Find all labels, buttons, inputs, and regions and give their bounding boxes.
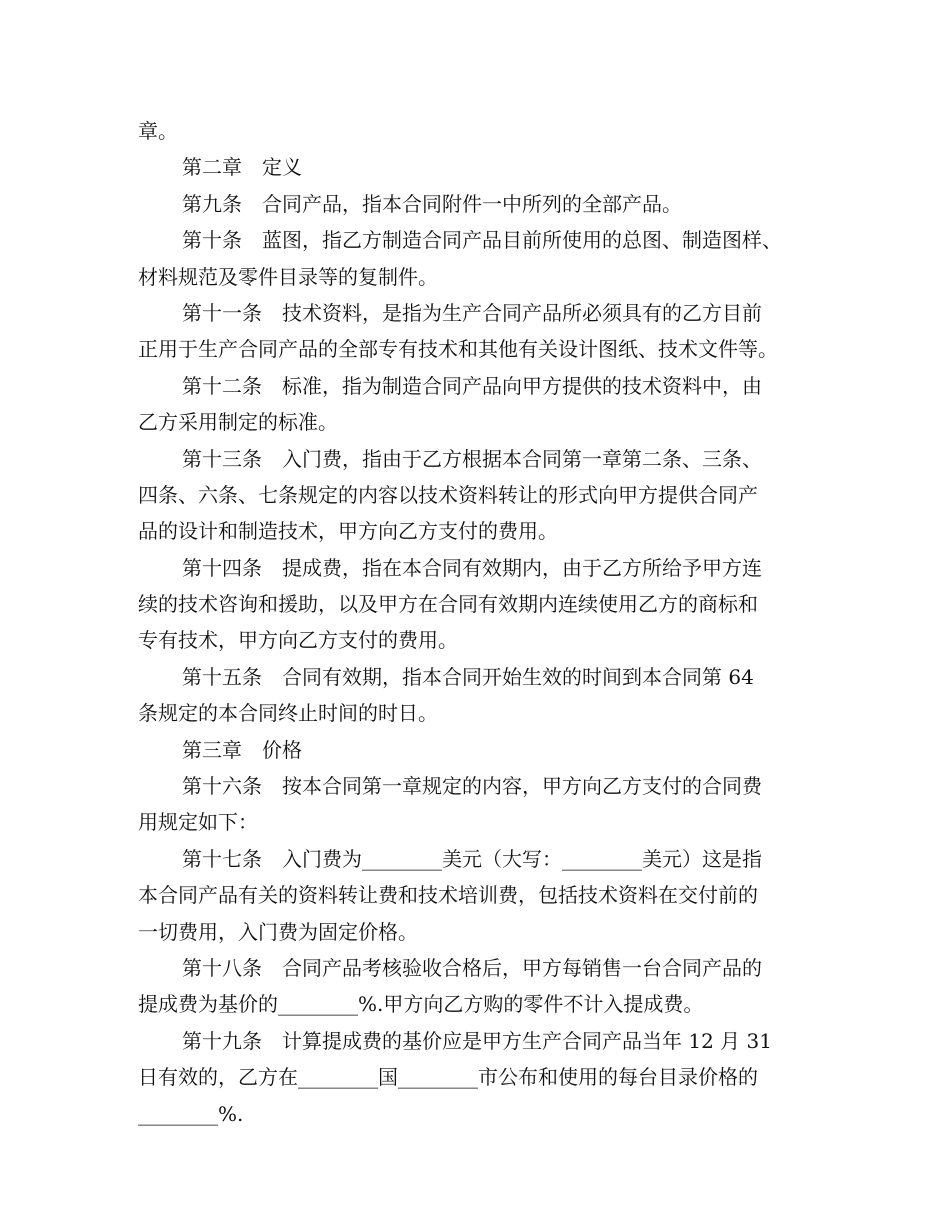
text-line: 提成费为基价的________%.甲方向乙方购的零件不计入提成费。 (138, 992, 704, 1017)
article-line: 第十五条 合同有效期，指本合同开始生效的时间到本合同第 64 (182, 664, 754, 689)
article-line: 第十条 蓝图，指乙方制造合同产品目前所使用的总图、制造图样、 (182, 228, 782, 253)
text-line: 条规定的本合同终止时间的时日。 (138, 701, 438, 726)
text-line: 一切费用，入门费为固定价格。 (138, 919, 418, 944)
article-line: 第九条 合同产品，指本合同附件一中所列的全部产品。 (182, 191, 682, 216)
article-line: 第十八条 合同产品考核验收合格后，甲方每销售一台合同产品的 (182, 955, 762, 980)
article-line: 第十二条 标准，指为制造合同产品向甲方提供的技术资料中，由 (182, 373, 762, 398)
article-line: 第十四条 提成费，指在本合同有效期内，由于乙方所给予甲方连 (182, 555, 762, 580)
text-line: 正用于生产合同产品的全部专有技术和其他有关设计图纸、技术文件等。 (138, 337, 778, 362)
text-line: 续的技术咨询和援助，以及甲方在合同有效期内连续使用乙方的商标和 (138, 592, 758, 617)
article-line: 第十六条 按本合同第一章规定的内容，甲方向乙方支付的合同费 (182, 774, 762, 799)
text-line: 乙方采用制定的标准。 (138, 410, 338, 435)
text-line: ________%. (138, 1101, 244, 1126)
text-line: 四条、六条、七条规定的内容以技术资料转让的形式向甲方提供合同产 (138, 482, 758, 507)
text-line: 章。 (138, 119, 178, 143)
article-line: 第十三条 入门费，指由于乙方根据本合同第一章第二条、三条、 (182, 446, 762, 471)
article-line: 第十九条 计算提成费的基价应是甲方生产合同产品当年 12 月 31 (182, 1028, 772, 1053)
text-line: 材料规范及零件目录等的复制件。 (138, 264, 438, 289)
text-line: 用规定如下： (138, 810, 258, 835)
article-line: 第十七条 入门费为________美元（大写：________美元）这是指 (182, 846, 762, 871)
text-line: 日有效的，乙方在________国________市公布和使用的每台目录价格的 (138, 1065, 758, 1090)
contract-text (138, 113, 818, 1132)
text-line: 专有技术，甲方向乙方支付的费用。 (138, 628, 458, 653)
chapter-heading: 第三章 价格 (182, 737, 302, 762)
text-line: 本合同产品有关的资料转让费和技术培训费，包括技术资料在交付前的 (138, 883, 758, 908)
article-line: 第十一条 技术资料，是指为生产合同产品所必须具有的乙方目前 (182, 300, 762, 325)
text-line: 品的设计和制造技术，甲方向乙方支付的费用。 (138, 519, 558, 544)
chapter-heading: 第二章 定义 (182, 155, 302, 180)
